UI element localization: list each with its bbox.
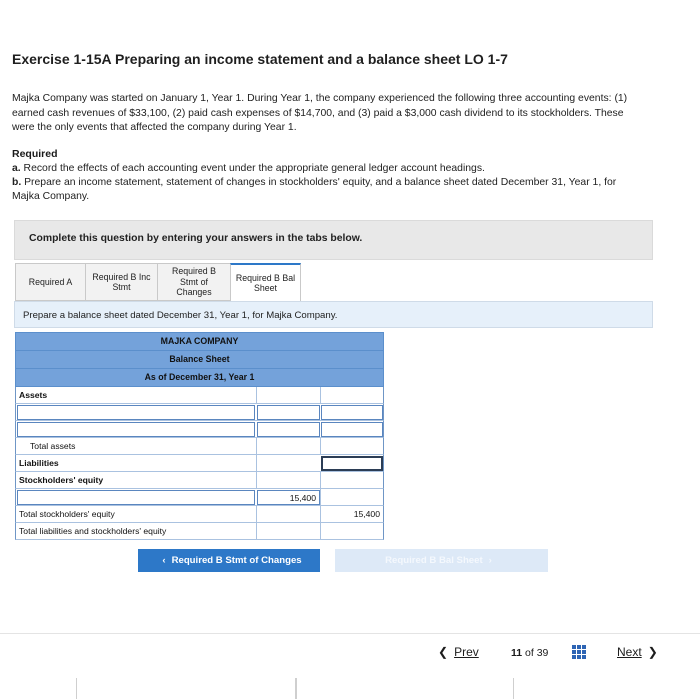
total-assets-row	[15, 438, 384, 455]
exercise-description	[12, 92, 700, 136]
liabilities-label: Liabilities	[19, 458, 59, 468]
next-tab-button[interactable]	[335, 549, 548, 572]
chevron-left-icon: ❮	[438, 645, 449, 659]
tab-label: Stmt of	[180, 276, 208, 287]
description-line: earned cash revenues of $33,100, (2) paid cash expenses of $14,700, and (3) paid a $3,000 cash dividend to its stockholders. These	[12, 107, 624, 119]
prompt-bar	[14, 301, 653, 328]
asset-amount-input[interactable]	[257, 422, 320, 437]
grid-menu-icon[interactable]	[572, 645, 586, 659]
footer-divider	[0, 633, 700, 634]
tab-required-b-income-statement[interactable]	[85, 263, 157, 301]
balance-sheet-header	[15, 332, 384, 387]
equity-entry-row	[15, 489, 384, 506]
thumbnail-frame	[296, 678, 514, 699]
required-heading: Required	[12, 148, 58, 160]
thumbnail-frame	[76, 678, 296, 699]
total-equity-value: 15,400	[353, 509, 380, 519]
current-page: 11	[511, 647, 523, 659]
balance-sheet	[15, 332, 384, 540]
prev-tab-button[interactable]	[138, 549, 320, 572]
pager-next-link[interactable]	[617, 645, 658, 659]
total-assets-label: Total assets	[30, 441, 76, 451]
assets-row	[15, 387, 384, 404]
equity-account-input[interactable]	[17, 490, 255, 505]
chevron-right-icon: ›	[488, 555, 492, 566]
tab-required-a[interactable]	[15, 263, 85, 301]
required-b-text: Prepare an income statement, statement of changes in stockholders' equity, and a balance sheet dated December 31, Year 1, for	[21, 177, 617, 188]
total-equity-row	[15, 506, 384, 523]
asset-entry-row	[15, 421, 384, 438]
description-line: Majka Company was started on January 1, Year 1. During Year 1, the company experienced the following three accounting events: (1)	[12, 93, 628, 104]
total-equity-label: Total stockholders' equity	[19, 509, 115, 519]
pager-next-label: Next	[617, 645, 642, 659]
required-a	[12, 162, 485, 177]
tab-label: Changes	[176, 287, 212, 298]
required-b-prefix: b.	[12, 177, 22, 188]
of-word: of	[525, 647, 534, 659]
tab-required-b-balance-sheet[interactable]	[230, 263, 301, 301]
required-a-text: Record the effects of each accounting event under the appropriate general ledger account headings.	[20, 163, 485, 174]
chevron-right-icon: ❯	[647, 645, 658, 659]
pager-prev-label: Prev	[454, 645, 479, 659]
required-b	[12, 176, 616, 191]
tab-required-b-stmt-of-changes[interactable]	[157, 263, 230, 301]
liabilities-total-input[interactable]	[321, 456, 383, 471]
asset-total-input[interactable]	[321, 422, 383, 437]
asset-account-input[interactable]	[17, 422, 255, 437]
statement-name: Balance Sheet	[16, 351, 383, 369]
assets-label: Assets	[19, 390, 48, 400]
required-a-prefix: a.	[12, 163, 21, 174]
bottom-thumbnails	[0, 678, 700, 699]
tab-label: Stmt	[112, 282, 131, 292]
tab-label: Required A	[28, 276, 73, 287]
asset-amount-input[interactable]	[257, 405, 320, 420]
statement-date: As of December 31, Year 1	[144, 372, 255, 382]
equity-amount-input[interactable]: 15,400	[257, 490, 320, 505]
total-liab-equity-label: Total liabilities and stockholders' equity	[19, 526, 167, 536]
chevron-left-icon: ‹	[162, 555, 166, 566]
answer-tabs	[15, 263, 301, 301]
pager-prev-link[interactable]	[438, 645, 479, 659]
asset-account-input[interactable]	[17, 405, 255, 420]
tab-label: Required B Bal	[235, 272, 296, 283]
next-tab-label: Required B Bal Sheet	[385, 555, 483, 566]
asset-total-input[interactable]	[321, 405, 383, 420]
equity-label: Stockholders' equity	[19, 475, 104, 485]
tab-label: Required B	[171, 266, 216, 277]
exercise-title: Exercise 1-15A Preparing an income statement and a balance sheet LO 1-7	[12, 51, 508, 67]
page-counter	[511, 647, 548, 659]
equity-header-row	[15, 472, 384, 489]
tab-label: Required B Inc	[92, 271, 151, 282]
company-name: MAJKA COMPANY	[16, 333, 383, 351]
liabilities-row	[15, 455, 384, 472]
asset-entry-row	[15, 404, 384, 421]
total-liab-equity-row	[15, 523, 384, 540]
description-line: were the only events that affected the company during Year 1.	[12, 122, 297, 133]
instructions-text: Complete this question by entering your answers in the tabs below.	[29, 233, 363, 244]
prompt-text: Prepare a balance sheet dated December 31, Year 1, for Majka Company.	[23, 310, 338, 321]
tab-label: Sheet	[253, 283, 277, 293]
required-b-continued: Majka Company.	[12, 191, 90, 202]
total-pages: 39	[536, 647, 549, 659]
prev-tab-label: Required B Stmt of Changes	[171, 555, 302, 566]
instructions-box	[14, 220, 653, 260]
